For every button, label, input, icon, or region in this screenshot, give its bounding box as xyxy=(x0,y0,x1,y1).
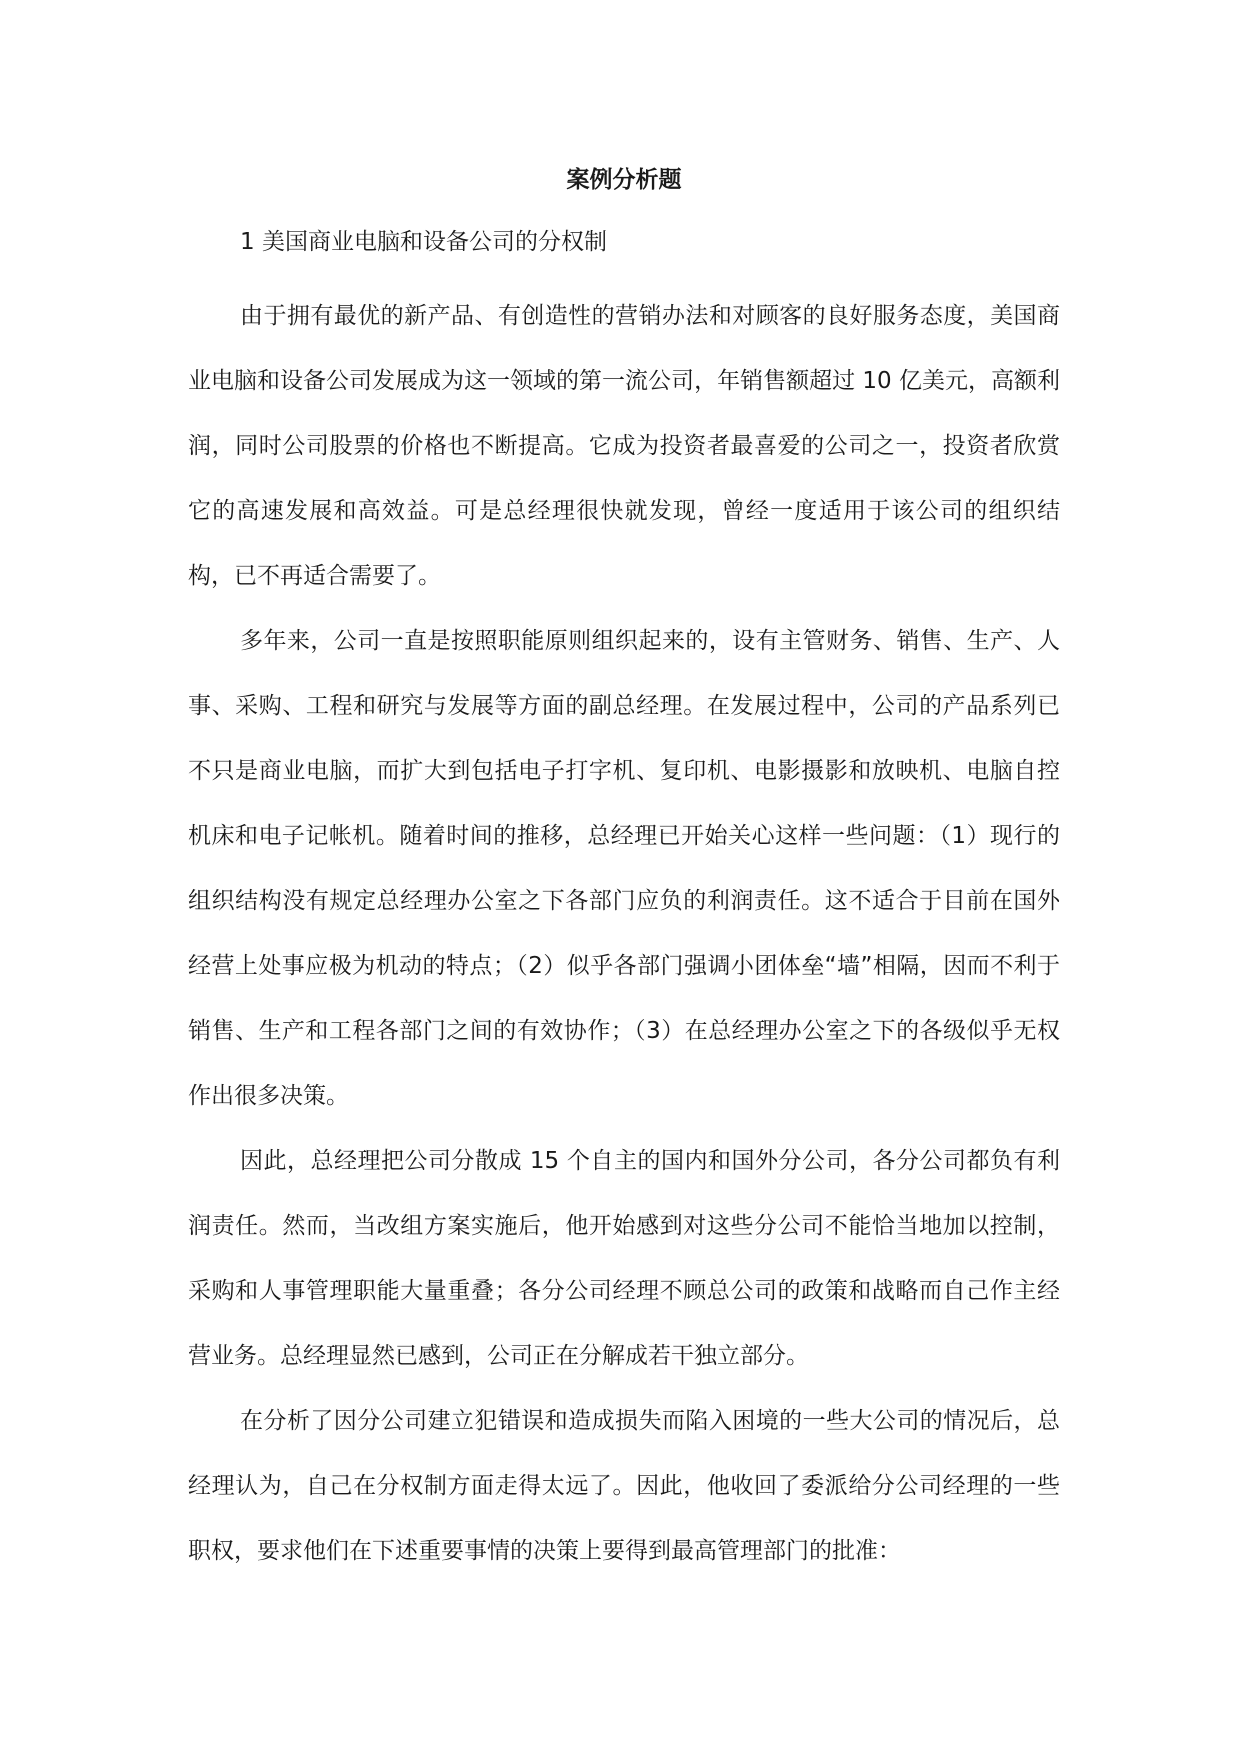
document-page xyxy=(188,160,1060,1584)
case-heading: 1 美国商业电脑和设备公司的分权制 xyxy=(240,229,607,255)
paragraph-4: 在分析了因分公司建立犯错误和造成损失而陷入困境的一些大公司的情况后，总经理认为，自己在分权制方面走得太远了。因此，他收回了委派给分公司经理的一些职权，要求他们在下述重要事情的决策上要得到最高管理部门的批准： xyxy=(188,1408,1060,1564)
paragraph-3: 因此，总经理把公司分散成 15 个自主的国内和国外分公司，各分公司都负有利润责任。然而，当改组方案实施后，他开始感到对这些分公司不能恰当地加以控制，采购和人事管理职能大量重叠；各分公司经理不顾总公司的政策和战略而自己作主经营业务。总经理显然已感到，公司正在分解成若干独立部分。 xyxy=(188,1148,1060,1369)
paragraph-1: 由于拥有最优的新产品、有创造性的营销办法和对顾客的良好服务态度，美国商业电脑和设备公司发展成为这一领域的第一流公司，年销售额超过 10 亿美元，高额利润，同时公司股票的价格也不断提高。它成为投资者最喜爱的公司之一，投资者欣赏它的高速发展和高效益。可是总经理很快就发现，曾经一度适用于该公司的组织结构，已不再适合需要了。 xyxy=(188,303,1060,589)
document-title: 案例分析题 xyxy=(566,167,682,193)
paragraph-2: 多年来，公司一直是按照职能原则组织起来的，设有主管财务、销售、生产、人事、采购、工程和研究与发展等方面的副总经理。在发展过程中，公司的产品系列已不只是商业电脑，而扩大到包括电子打字机、复印机、电影摄影和放映机、电脑自控机床和电子记帐机。随着时间的推移，总经理已开始关心这样一些问题：（1）现行的组织结构没有规定总经理办公室之下各部门应负的利润责任。这不适合于目前在国外经营上处事应极为机动的特点；（2）似乎各部门强调小团体垒“墙”相隔，因而不利于销售、生产和工程各部门之间的有效协作；（3）在总经理办公室之下的各级似乎无权作出很多决策。 xyxy=(188,628,1060,1109)
